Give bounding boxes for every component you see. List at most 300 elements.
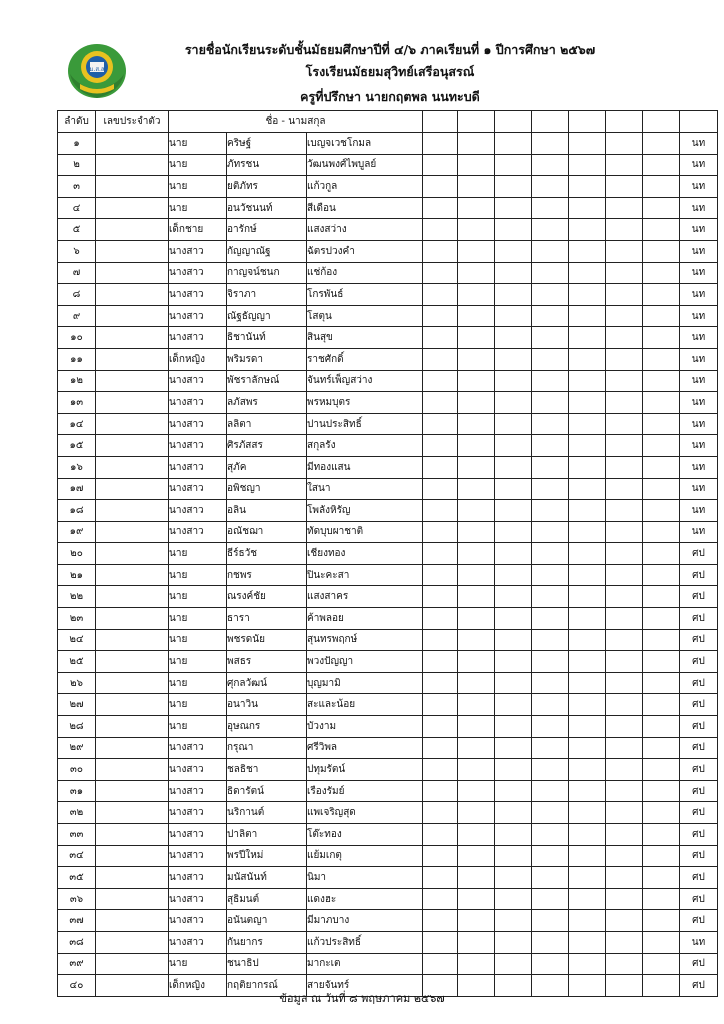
blank-cell <box>606 327 643 349</box>
blank-cell <box>423 500 458 522</box>
table-row <box>58 543 718 565</box>
blank-cell <box>643 564 680 586</box>
blank-cell <box>643 586 680 608</box>
table-row <box>58 392 718 414</box>
blank-cell <box>495 608 532 630</box>
student-id <box>96 370 169 392</box>
student-prefix: นางสาว <box>169 737 227 759</box>
student-first-name: พรปีใหม่ <box>227 845 307 867</box>
table-row <box>58 176 718 198</box>
student-last-name: จันทร์เพ็ญสว่าง <box>307 370 423 392</box>
student-prefix: นางสาว <box>169 824 227 846</box>
blank-cell <box>606 910 643 932</box>
student-number: ๒๙ <box>58 737 96 759</box>
table-row <box>58 629 718 651</box>
student-number: ๓๘ <box>58 931 96 953</box>
student-id <box>96 154 169 176</box>
blank-cell <box>569 867 606 889</box>
blank-cell <box>606 132 643 154</box>
student-id <box>96 392 169 414</box>
blank-cell <box>606 348 643 370</box>
blank-cell <box>643 197 680 219</box>
student-prefix: นาย <box>169 564 227 586</box>
blank-cell <box>606 500 643 522</box>
blank-cell <box>495 737 532 759</box>
blank-cell <box>569 802 606 824</box>
blank-cell <box>643 392 680 414</box>
blank-cell <box>495 240 532 262</box>
table-row <box>58 348 718 370</box>
blank-cell <box>532 802 569 824</box>
student-last-name: สีเดือน <box>307 197 423 219</box>
blank-cell <box>606 435 643 457</box>
student-last-name: ราชศักดิ์ <box>307 348 423 370</box>
table-row <box>58 370 718 392</box>
blank-cell <box>643 262 680 284</box>
student-program: นท <box>680 500 718 522</box>
data-date-note: ข้อมูล ณ วันที่ ๘ พฤษภาคม ๒๕๖๗ <box>279 992 445 1005</box>
student-prefix: นาย <box>169 716 227 738</box>
blank-cell <box>495 694 532 716</box>
blank-cell <box>532 305 569 327</box>
student-number: ๒๒ <box>58 586 96 608</box>
blank-cell <box>643 888 680 910</box>
blank-cell <box>423 478 458 500</box>
blank-cell <box>569 543 606 565</box>
blank-cell <box>532 284 569 306</box>
blank-cell <box>495 305 532 327</box>
blank-cell <box>458 240 495 262</box>
blank-cell <box>423 716 458 738</box>
student-prefix: นางสาว <box>169 521 227 543</box>
blank-cell <box>569 564 606 586</box>
blank-cell <box>569 262 606 284</box>
table-row <box>58 716 718 738</box>
student-program: ศป <box>680 608 718 630</box>
blank-cell <box>532 953 569 975</box>
student-id <box>96 888 169 910</box>
blank-cell <box>423 888 458 910</box>
student-id <box>96 348 169 370</box>
student-id <box>96 759 169 781</box>
student-program: ศป <box>680 716 718 738</box>
student-first-name: มนัสนันท์ <box>227 867 307 889</box>
table-row <box>58 824 718 846</box>
blank-cell <box>643 435 680 457</box>
blank-cell <box>643 824 680 846</box>
student-first-name: อารักษ์ <box>227 219 307 241</box>
blank-header <box>532 111 569 133</box>
student-program: ศป <box>680 780 718 802</box>
blank-cell <box>606 867 643 889</box>
student-id <box>96 651 169 673</box>
student-program: ศป <box>680 694 718 716</box>
student-number: ๑๖ <box>58 456 96 478</box>
student-first-name: กัญญาณัฐ <box>227 240 307 262</box>
blank-cell <box>569 413 606 435</box>
blank-cell <box>495 370 532 392</box>
blank-cell <box>495 824 532 846</box>
table-row <box>58 456 718 478</box>
blank-header <box>643 111 680 133</box>
student-number: ๑๑ <box>58 348 96 370</box>
student-first-name: อลิน <box>227 500 307 522</box>
student-program: นท <box>680 132 718 154</box>
blank-cell <box>458 348 495 370</box>
blank-cell <box>569 888 606 910</box>
blank-cell <box>532 910 569 932</box>
student-id <box>96 845 169 867</box>
student-number: ๒๔ <box>58 629 96 651</box>
blank-cell <box>423 953 458 975</box>
student-program: ศป <box>680 845 718 867</box>
student-number: ๓๖ <box>58 888 96 910</box>
student-program: ศป <box>680 543 718 565</box>
blank-cell <box>532 327 569 349</box>
blank-cell <box>643 456 680 478</box>
student-program: นท <box>680 197 718 219</box>
blank-cell <box>606 392 643 414</box>
blank-cell <box>643 521 680 543</box>
blank-cell <box>643 931 680 953</box>
blank-cell <box>643 629 680 651</box>
student-last-name: พรหมบุตร <box>307 392 423 414</box>
student-last-name: แก้วกูล <box>307 176 423 198</box>
blank-cell <box>458 456 495 478</box>
blank-cell <box>458 608 495 630</box>
student-id <box>96 456 169 478</box>
student-first-name: ยติภัทร <box>227 176 307 198</box>
student-first-name: ธิชานันท์ <box>227 327 307 349</box>
table-row <box>58 521 718 543</box>
student-first-name: อนันตญา <box>227 910 307 932</box>
blank-cell <box>569 435 606 457</box>
blank-cell <box>495 392 532 414</box>
blank-cell <box>458 176 495 198</box>
student-number: ๒๐ <box>58 543 96 565</box>
student-first-name: อณัชฌา <box>227 521 307 543</box>
student-first-name: ธีร์ธวัช <box>227 543 307 565</box>
blank-cell <box>532 867 569 889</box>
blank-cell <box>458 370 495 392</box>
blank-cell <box>643 780 680 802</box>
student-last-name: ปทุมรัตน์ <box>307 759 423 781</box>
blank-cell <box>495 586 532 608</box>
blank-cell <box>643 176 680 198</box>
blank-cell <box>423 521 458 543</box>
table-row <box>58 478 718 500</box>
blank-cell <box>495 219 532 241</box>
blank-cell <box>495 845 532 867</box>
student-prefix: นาย <box>169 543 227 565</box>
blank-cell <box>606 694 643 716</box>
student-program: นท <box>680 219 718 241</box>
student-program: นท <box>680 327 718 349</box>
table-row <box>58 413 718 435</box>
blank-cell <box>423 672 458 694</box>
blank-cell <box>532 888 569 910</box>
blank-header <box>495 111 532 133</box>
student-last-name: มีมาภบาง <box>307 910 423 932</box>
student-first-name: ณัฐธัญญา <box>227 305 307 327</box>
student-prefix: นางสาว <box>169 240 227 262</box>
student-program: นท <box>680 262 718 284</box>
student-program: นท <box>680 456 718 478</box>
table-row <box>58 197 718 219</box>
blank-cell <box>532 845 569 867</box>
blank-cell <box>495 759 532 781</box>
student-prefix: นาย <box>169 176 227 198</box>
blank-cell <box>569 953 606 975</box>
blank-cell <box>423 284 458 306</box>
blank-cell <box>569 629 606 651</box>
blank-cell <box>495 327 532 349</box>
blank-cell <box>458 478 495 500</box>
blank-cell <box>532 694 569 716</box>
blank-cell <box>569 910 606 932</box>
student-program: ศป <box>680 672 718 694</box>
column-header-id: เลขประจำตัว <box>96 111 169 133</box>
student-prefix: นางสาว <box>169 759 227 781</box>
student-program: นท <box>680 392 718 414</box>
student-program: ศป <box>680 802 718 824</box>
student-number: ๕ <box>58 219 96 241</box>
blank-cell <box>569 197 606 219</box>
blank-cell <box>643 327 680 349</box>
student-id <box>96 629 169 651</box>
blank-cell <box>458 953 495 975</box>
blank-cell <box>569 305 606 327</box>
blank-cell <box>606 456 643 478</box>
blank-cell <box>606 608 643 630</box>
student-prefix: นางสาว <box>169 262 227 284</box>
student-prefix: นาย <box>169 651 227 673</box>
blank-cell <box>606 284 643 306</box>
blank-cell <box>423 370 458 392</box>
blank-cell <box>643 413 680 435</box>
student-last-name: แดงฮะ <box>307 888 423 910</box>
student-first-name: ปาลิตา <box>227 824 307 846</box>
student-last-name: มากะเต <box>307 953 423 975</box>
blank-cell <box>569 284 606 306</box>
blank-cell <box>643 219 680 241</box>
blank-cell <box>458 780 495 802</box>
student-first-name: สุธิมนต์ <box>227 888 307 910</box>
student-last-name: แย้มเกตุ <box>307 845 423 867</box>
student-prefix: นางสาว <box>169 802 227 824</box>
student-program: ศป <box>680 629 718 651</box>
student-id <box>96 867 169 889</box>
logo-emblem-text: ม.ส.ส <box>89 66 105 73</box>
student-number: ๔๐ <box>58 975 96 997</box>
student-id <box>96 132 169 154</box>
student-program: นท <box>680 413 718 435</box>
student-number: ๓ <box>58 176 96 198</box>
student-id <box>96 608 169 630</box>
student-first-name: พชรดนัย <box>227 629 307 651</box>
table-row <box>58 305 718 327</box>
blank-cell <box>606 651 643 673</box>
student-last-name: สะและน้อย <box>307 694 423 716</box>
student-id <box>96 240 169 262</box>
student-number: ๔ <box>58 197 96 219</box>
blank-header <box>606 111 643 133</box>
table-row <box>58 737 718 759</box>
blank-cell <box>458 824 495 846</box>
student-program: ศป <box>680 737 718 759</box>
student-first-name: ภัทรชน <box>227 154 307 176</box>
blank-cell <box>423 197 458 219</box>
blank-cell <box>606 564 643 586</box>
blank-cell <box>495 500 532 522</box>
blank-cell <box>606 262 643 284</box>
blank-cell <box>495 176 532 198</box>
blank-cell <box>495 284 532 306</box>
student-program: ศป <box>680 759 718 781</box>
student-id <box>96 824 169 846</box>
student-program: นท <box>680 154 718 176</box>
column-header-no: ลำดับ <box>58 111 96 133</box>
student-last-name: แสงสว่าง <box>307 219 423 241</box>
blank-cell <box>569 759 606 781</box>
student-program: ศป <box>680 953 718 975</box>
student-number: ๓๓ <box>58 824 96 846</box>
student-first-name: กาญจน์ชนก <box>227 262 307 284</box>
blank-cell <box>532 262 569 284</box>
student-number: ๓๑ <box>58 780 96 802</box>
blank-cell <box>606 197 643 219</box>
blank-cell <box>606 240 643 262</box>
table-row <box>58 608 718 630</box>
student-first-name: อนวัชนนท์ <box>227 197 307 219</box>
student-id <box>96 478 169 500</box>
blank-cell <box>495 564 532 586</box>
blank-cell <box>495 672 532 694</box>
blank-cell <box>495 262 532 284</box>
blank-cell <box>423 845 458 867</box>
student-first-name: กฤติยากรณ์ <box>227 975 307 997</box>
student-program: นท <box>680 176 718 198</box>
blank-cell <box>532 651 569 673</box>
blank-cell <box>458 543 495 565</box>
student-last-name: แก้วประสิทธิ์ <box>307 931 423 953</box>
student-id <box>96 305 169 327</box>
blank-cell <box>495 629 532 651</box>
student-last-name: ศรีวิพล <box>307 737 423 759</box>
student-number: ๑๙ <box>58 521 96 543</box>
student-id <box>96 564 169 586</box>
blank-cell <box>606 845 643 867</box>
student-number: ๓๗ <box>58 910 96 932</box>
advisor-name: ครูที่ปรึกษา นายกฤตพล นนทะบดี <box>300 89 480 104</box>
student-prefix: นาย <box>169 953 227 975</box>
student-number: ๘ <box>58 284 96 306</box>
blank-cell <box>532 824 569 846</box>
blank-cell <box>458 629 495 651</box>
student-program: ศป <box>680 888 718 910</box>
student-prefix: นางสาว <box>169 456 227 478</box>
blank-cell <box>606 543 643 565</box>
table-row <box>58 780 718 802</box>
blank-cell <box>569 327 606 349</box>
student-number: ๓๔ <box>58 845 96 867</box>
blank-cell <box>458 521 495 543</box>
student-prefix: นางสาว <box>169 370 227 392</box>
student-last-name: บุญมามิ <box>307 672 423 694</box>
blank-cell <box>495 521 532 543</box>
blank-cell <box>569 780 606 802</box>
blank-cell <box>458 737 495 759</box>
blank-cell <box>532 521 569 543</box>
student-last-name: สายจันทร์ <box>307 975 423 997</box>
blank-cell <box>495 132 532 154</box>
blank-cell <box>569 132 606 154</box>
table-row <box>58 500 718 522</box>
student-prefix: นาย <box>169 132 227 154</box>
blank-cell <box>532 370 569 392</box>
blank-cell <box>532 737 569 759</box>
blank-cell <box>643 759 680 781</box>
blank-cell <box>495 651 532 673</box>
student-last-name: ใสนา <box>307 478 423 500</box>
blank-cell <box>606 176 643 198</box>
student-last-name: แพเจริญสุด <box>307 802 423 824</box>
blank-cell <box>569 240 606 262</box>
blank-cell <box>569 456 606 478</box>
blank-cell <box>495 780 532 802</box>
blank-cell <box>423 802 458 824</box>
blank-cell <box>423 629 458 651</box>
student-number: ๓๒ <box>58 802 96 824</box>
blank-cell <box>458 132 495 154</box>
student-first-name: พริมรดา <box>227 348 307 370</box>
student-last-name: โต๊ะทอง <box>307 824 423 846</box>
student-first-name: นริกานต์ <box>227 802 307 824</box>
blank-cell <box>423 543 458 565</box>
blank-cell <box>532 132 569 154</box>
blank-cell <box>495 348 532 370</box>
blank-cell <box>495 931 532 953</box>
student-id <box>96 931 169 953</box>
student-id <box>96 197 169 219</box>
student-prefix: นางสาว <box>169 327 227 349</box>
student-first-name: ธิดารัตน์ <box>227 780 307 802</box>
blank-cell <box>606 716 643 738</box>
student-program: ศป <box>680 975 718 997</box>
blank-cell <box>643 305 680 327</box>
blank-header <box>458 111 495 133</box>
student-id <box>96 413 169 435</box>
student-last-name: มีทองแสน <box>307 456 423 478</box>
blank-cell <box>458 392 495 414</box>
student-prefix: นางสาว <box>169 910 227 932</box>
student-prefix: เด็กชาย <box>169 219 227 241</box>
student-number: ๗ <box>58 262 96 284</box>
table-row <box>58 867 718 889</box>
blank-cell <box>606 780 643 802</box>
blank-cell <box>606 478 643 500</box>
blank-cell <box>495 910 532 932</box>
blank-cell <box>423 132 458 154</box>
student-first-name: กรุณา <box>227 737 307 759</box>
student-id <box>96 327 169 349</box>
table-row <box>58 672 718 694</box>
blank-cell <box>569 392 606 414</box>
blank-cell <box>606 305 643 327</box>
blank-cell <box>458 413 495 435</box>
student-number: ๑๒ <box>58 370 96 392</box>
student-last-name: เรืองรัมย์ <box>307 780 423 802</box>
